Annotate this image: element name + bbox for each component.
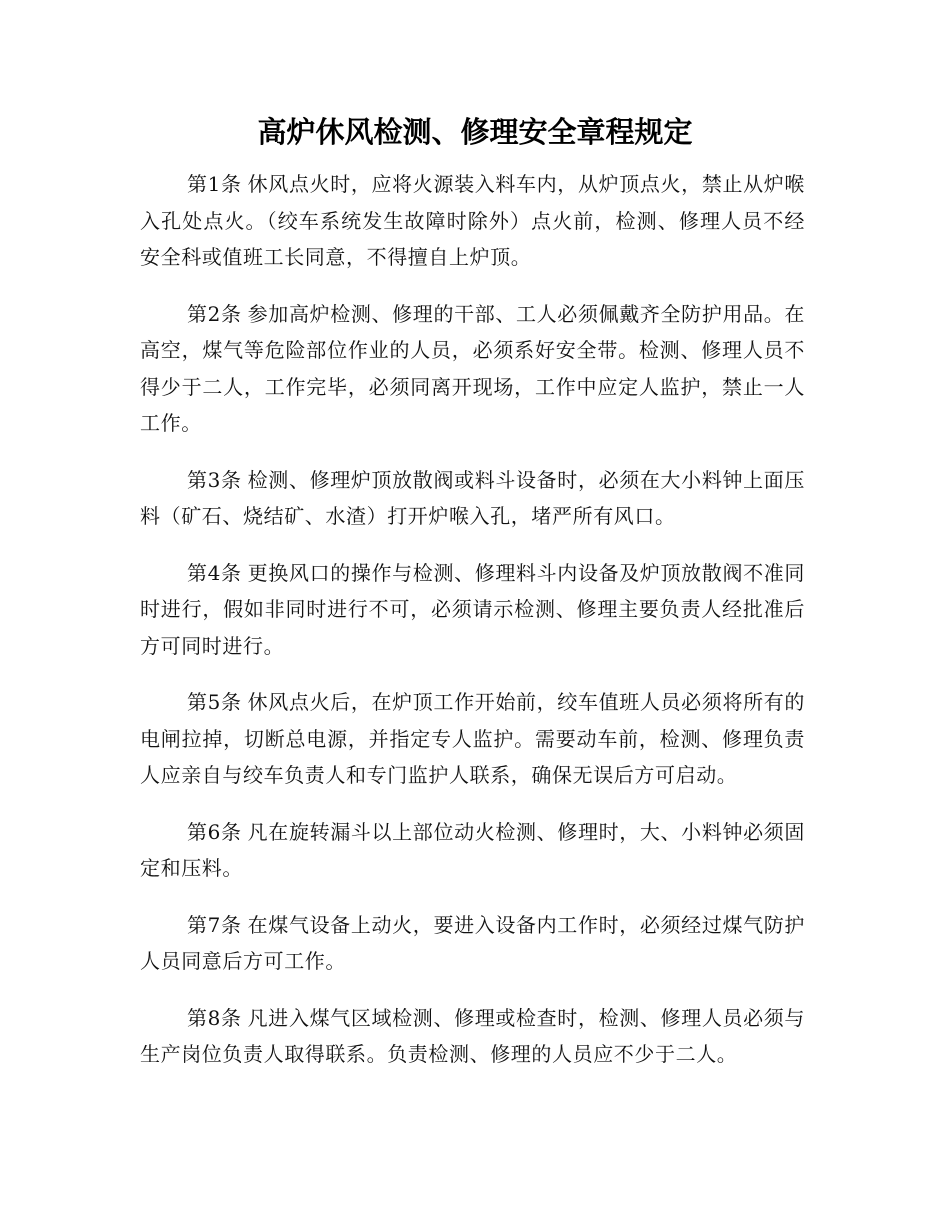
article-label: 第6条 [187, 819, 242, 844]
article-6 [140, 814, 805, 887]
article-label: 第8条 [187, 1005, 242, 1030]
article-label: 第3条 [187, 467, 242, 492]
article-2 [140, 296, 805, 442]
article-text: 检测、修理炉顶放散阀或料斗设备时，必须在大小料钟上面压料（矿石、烧结矿、水渣）打开炉喉入孔，堵严所有风口。 [140, 467, 805, 528]
article-text: 休风点火时，应将火源装入料车内，从炉顶点火，禁止从炉喉入孔处点火。（绞车系统发生故障时除外）点火前，检测、修理人员不经安全科或值班工长同意，不得擅自上炉顶。 [140, 172, 805, 269]
article-7 [140, 907, 805, 980]
article-8 [140, 1000, 805, 1073]
article-1 [140, 166, 805, 276]
article-text: 凡进入煤气区域检测、修理或检查时，检测、修理人员必须与生产岗位负责人取得联系。负责检测、修理的人员应不少于二人。 [140, 1005, 805, 1066]
document-body [140, 166, 805, 1093]
article-label: 第1条 [187, 172, 242, 196]
article-label: 第5条 [187, 690, 242, 714]
article-3 [140, 462, 805, 535]
article-text: 凡在旋转漏斗以上部位动火检测、修理时，大、小料钟必须固定和压料。 [140, 819, 805, 880]
article-5 [140, 684, 805, 794]
article-text: 休风点火后，在炉顶工作开始前，绞车值班人员必须将所有的电闸拉掉，切断总电源，并指定专人监护。需要动车前，检测、修理负责人应亲自与绞车负责人和专门监护人联系，确保无误后方可启动。 [140, 690, 805, 787]
article-label: 第2条 [187, 301, 242, 326]
article-label: 第7条 [187, 912, 242, 937]
document-title: 高炉休风检测、修理安全章程规定 [257, 115, 693, 149]
article-text: 更换风口的操作与检测、修理料斗内设备及炉顶放散阀不准同时进行，假如非同时进行不可，必须请示检测、修理主要负责人经批准后方可同时进行。 [140, 560, 805, 658]
article-text: 参加高炉检测、修理的干部、工人必须佩戴齐全防护用品。在高空，煤气等危险部位作业的人员，必须系好安全带。检测、修理人员不得少于二人，工作完毕，必须同离开现场，工作中应定人监护，禁止一人工作。 [140, 301, 805, 435]
article-label: 第4条 [187, 560, 242, 585]
article-text: 在煤气设备上动火，要进入设备内工作时，必须经过煤气防护人员同意后方可工作。 [140, 912, 805, 973]
article-4 [140, 555, 805, 665]
